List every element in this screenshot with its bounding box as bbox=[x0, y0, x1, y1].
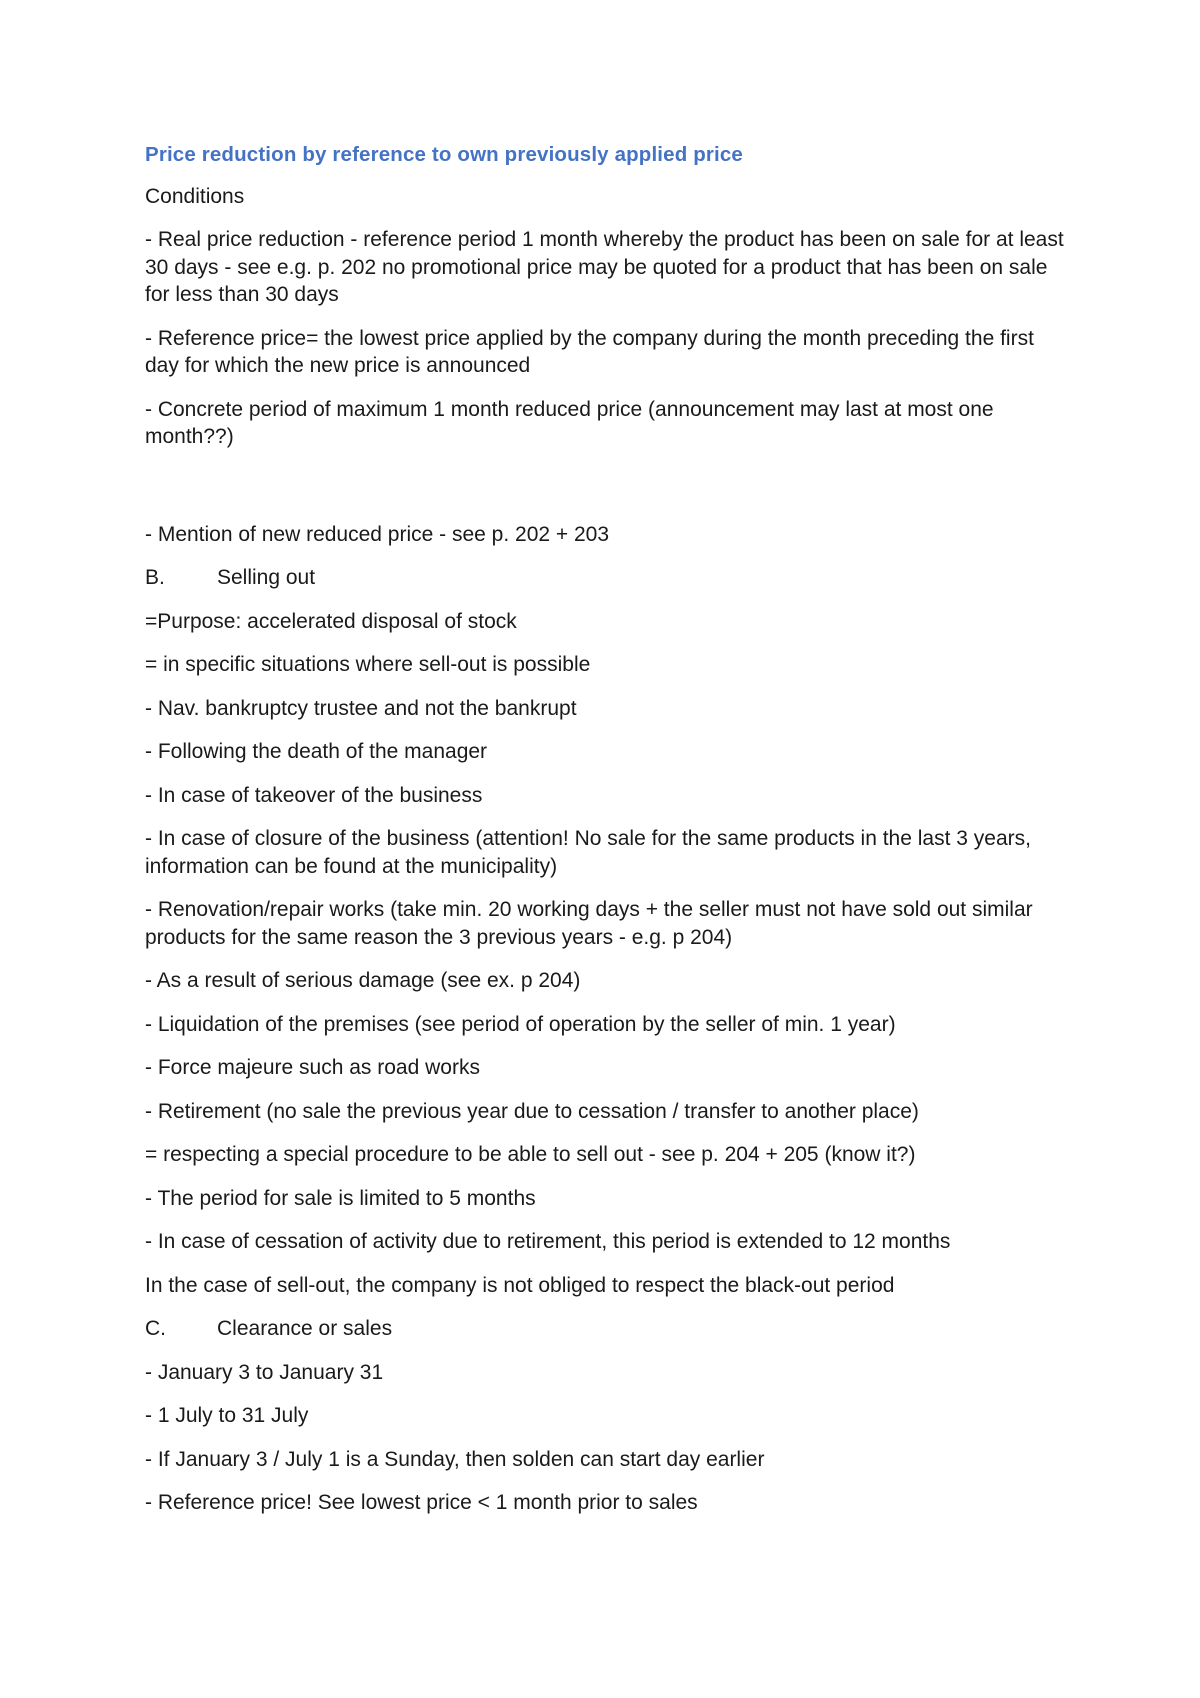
section-b-letter: B. bbox=[145, 566, 165, 589]
paragraph-mention-new-price: - Mention of new reduced price - see p. 202 + 203 bbox=[145, 522, 610, 546]
paragraph-sunday: - If January 3 / July 1 is a Sunday, then solden can start day earlier bbox=[145, 1447, 765, 1471]
paragraph-reference-price: - Reference price= the lowest price applied by the company during the month preceding the first day for which the new price is announced bbox=[145, 326, 1034, 377]
paragraph-black-out: In the case of sell-out, the company is not obliged to respect the black-out period bbox=[145, 1273, 895, 1297]
section-c-letter: C. bbox=[145, 1317, 166, 1340]
paragraph-takeover: - In case of takeover of the business bbox=[145, 783, 483, 807]
paragraph-cessation-activity: - In case of cessation of activity due to retirement, this period is extended to 12 months bbox=[145, 1230, 951, 1253]
paragraph-special-procedure: = respecting a special procedure to be able to sell out - see p. 204 + 205 (know it?) bbox=[145, 1143, 916, 1166]
paragraph-bankruptcy: - Nav. bankruptcy trustee and not the bankrupt bbox=[145, 696, 577, 720]
paragraph-january: - January 3 to January 31 bbox=[145, 1360, 384, 1384]
blank-line bbox=[145, 467, 1065, 521]
paragraph-closure: - In case of closure of the business (attention! No sale for the same products in the last 3 years, information can be found at the municipality) bbox=[145, 827, 1031, 878]
section-heading: Price reduction by reference to own previously applied price bbox=[145, 143, 743, 166]
paragraph-july: - 1 July to 31 July bbox=[145, 1404, 309, 1427]
section-c-title: Clearance or sales bbox=[217, 1317, 393, 1340]
paragraph-serious-damage: - As a result of serious damage (see ex. p 204) bbox=[145, 969, 581, 992]
paragraph-reference-price-sales: - Reference price! See lowest price < 1 month prior to sales bbox=[145, 1491, 698, 1514]
paragraph-retirement: - Retirement (no sale the previous year due to cessation / transfer to another place) bbox=[145, 1099, 919, 1123]
paragraph-purpose: =Purpose: accelerated disposal of stock bbox=[145, 609, 517, 633]
paragraph-conditions: Conditions bbox=[145, 184, 245, 208]
paragraph-renovation: - Renovation/repair works (take min. 20 working days + the seller must not have sold out similar products for the same reason the 3 previous years - e.g. p 204) bbox=[145, 898, 1033, 949]
paragraph-concrete-period: - Concrete period of maximum 1 month reduced price (announcement may last at most one month??) bbox=[145, 397, 994, 448]
paragraph-liquidation: - Liquidation of the premises (see period of operation by the seller of min. 1 year) bbox=[145, 1012, 896, 1036]
document-body bbox=[145, 141, 1065, 1533]
paragraph-specific-situations: = in specific situations where sell-out is possible bbox=[145, 653, 591, 676]
paragraph-death-manager: - Following the death of the manager bbox=[145, 740, 488, 763]
section-b-heading bbox=[145, 564, 1065, 592]
paragraph-period-limited: - The period for sale is limited to 5 months bbox=[145, 1186, 536, 1210]
section-b-title: Selling out bbox=[217, 566, 316, 589]
paragraph-force-majeure: - Force majeure such as road works bbox=[145, 1056, 480, 1079]
section-c-heading bbox=[145, 1315, 1065, 1343]
paragraph-real-price-reduction: - Real price reduction - reference period 1 month whereby the product has been on sale for at least 30 days - see e.g. p. 202 no promotional price may be quoted for a product that has been on sale for less than 30 days bbox=[145, 228, 1064, 306]
